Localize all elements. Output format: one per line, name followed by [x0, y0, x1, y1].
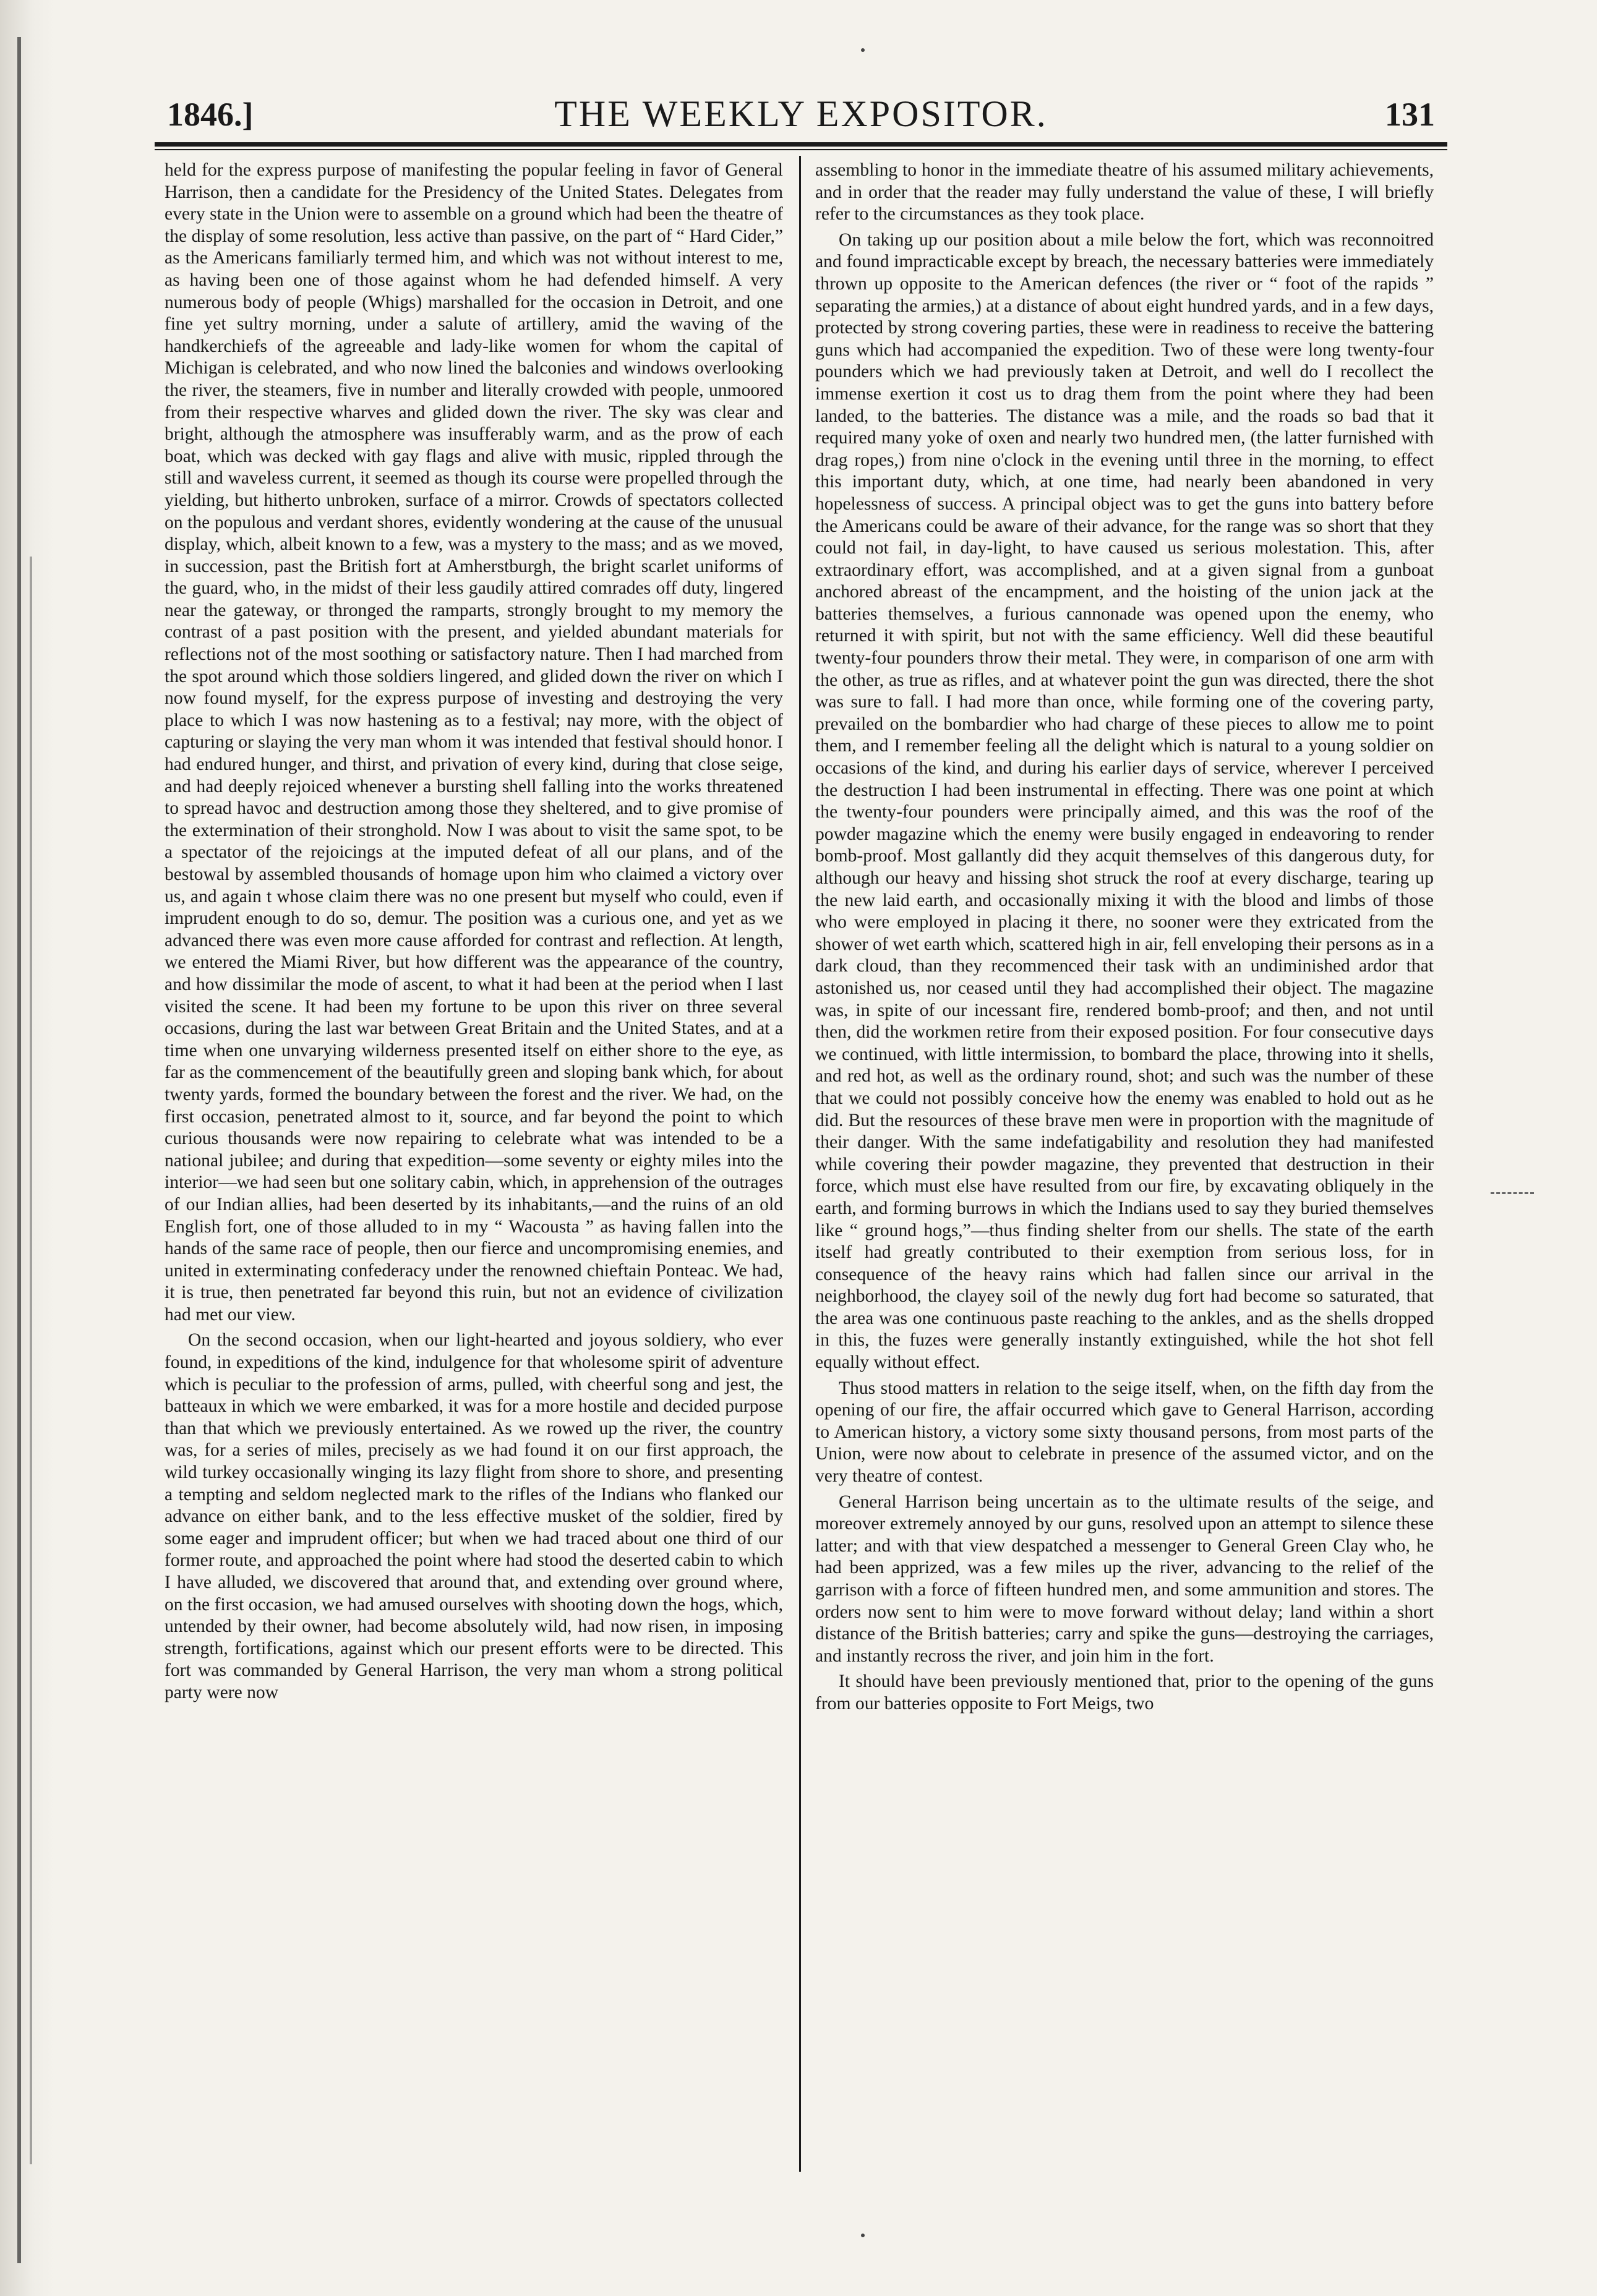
binding-edge: [0, 0, 54, 2296]
paragraph: On the second occasion, when our light-hearted and joyous soldiery, who ever found, in expeditions of the kind, indulgence for that wholesome spirit of adventure which is peculiar to the profession of arms, pulled, with cheerful song and jest, the batteaux in which we were embarked, it was for a more hostile and decided purpose than that which we previously entertained. As we rowed up the river, the country was, for a series of miles, precisely as we had found it on our first approach, the wild turkey occasionally winging its lazy flight from shore to shore, and presenting a tempting and seldom neglected mark to the rifles of the Indians who flanked our advance on either bank, and to the less effective musket of the soldier, fired by some eager and imprudent officer; but when we had traced about one third of our former route, and approached the point where had stood the deserted cabin to which I have alluded, we discovered that around that, and extending over ground where, on the first occasion, we had amused ourselves with shooting down the hogs, which, untended by their owner, had become absolutely wild, had now risen, in imposing strength, fortifications, against which our present efforts were to be directed. This fort was commanded by General Harrison, the very man whom a strong political party were now: [165, 1330, 783, 1702]
header-title: THE WEEKLY EXPOSITOR.: [554, 93, 1048, 134]
header-year: 1846.]: [167, 96, 254, 133]
paragraph: It should have been previously mentioned that, prior to the opening of the guns from our batteries opposite to Fort Meigs, two: [815, 1671, 1434, 1713]
page-speck: [861, 48, 865, 52]
header-rule: [155, 149, 1447, 150]
page-speck: [861, 2234, 865, 2237]
paragraph: assembling to honor in the immediate theatre of his assumed military achievements, and in order that the reader may fully understand the value of these, I will briefly refer to the circumstances as they took place.: [815, 160, 1434, 224]
column-divider: [799, 156, 801, 2172]
right-column: [815, 160, 1434, 2194]
paragraph: held for the express purpose of manifesting the popular feeling in favor of General Harrison, then a candidate for the Presidency of the United States. Delegates from every state in the Union were to assemble on a ground which had been the theatre of the display of some resolution, less active than passive, on the part of “ Hard Cider,” as the Americans familiarly termed him, and which was not without interest to me, as having been one of those against whom he had defended himself. A very numerous body of people (Whigs) marshalled for the occasion in Detroit, and one fine yet sultry morning, under a salute of artillery, amid the waving of the handkerchiefs of the agreeable and lady-like women for whom the capital of Michigan is celebrated, and who now lined the balconies and windows overlooking the river, the steamers, five in number and literally crowded with people, unmoored from their respective wharves and glided down the river. The sky was clear and bright, although the atmosphere was insufferably warm, and as the prow of each boat, which was decked with gay flags and alive with music, rippled through the still and waveless current, it seemed as though its course were propelled through the yielding, but hitherto unbroken, surface of a mirror. Crowds of spectators collected on the populous and verdant shores, evidently wondering at the cause of the unusual display, which, albeit known to a few, was a mystery to the mass; and as we moved, in succession, past the British fort at Amherstburgh, the bright scarlet uniforms of the guard, who, in the midst of their less gaudily attired comrades off duty, lingered near the gateway, or thronged the ramparts, strongly brought to my memory the contrast of a past position with the present, and yielded abundant materials for reflections not of the most soothing or satisfactory nature. Then I had marched from the spot around which those soldiers lingered, and glided down the river on which I now found myself, for the express purpose of investing and destroying the very place to which I was now hastening as to a festival; nay more, with the object of capturing or slaying the very man whom it was intended that festival should honor. I had endured hunger, and thirst, and privation of every kind, during that close seige, and had deeply rejoiced whenever a bursting shell falling into the works threatened to spread havoc and destruction among those they sheltered, and to give promise of the extermination of their stronghold. Now I was about to visit the same spot, to be a spectator of the rejoicings at the imputed defeat of all our plans, and of the bestowal by assembled thousands of homage upon him who claimed a victory over us, and again t whose claim there was no one present but myself who could, even if imprudent enough to do so, demur. The position was a curious one, and yet as we advanced there was even more cause afforded for contrast and reflection. At length, we entered the Miami River, but how different was the appearance of the country, and how dissimilar the mode of ascent, to what it had been at the period when I last visited the scene. It had been my fortune to be upon this river on three several occasions, during the last war between Great Britain and the United States, and at a time when one unvarying wilderness presented itself on either shore to the eye, as far as the commencement of the beautifully green and sloping bank which, for about twenty yards, formed the boundary between the forest and the river. We had, on the first occasion, penetrated almost to it, source, and far beyond the point to which curious thousands were now repairing to celebrate what was intended to be a national jubilee; and during that expedition—some seventy or eighty miles into the interior—we had seen but one solitary cabin, which, in apprehension of the outrages of our Indian allies, had been deserted by its inhabitants,—and the ruins of an old English fort, one of those alluded to in my “ Wacousta ” as having fallen into the hands of the same race of people, then our fierce and uncompromising enemies, and united in exterminating confederacy under the renowned chieftain Ponteac. We had, it is true, then penetrated far beyond this ruin, but not an evidence of civilization had met our view.: [165, 160, 783, 1325]
binding-shadow-line: [17, 37, 21, 2263]
margin-pencil-mark: [1491, 1192, 1534, 1196]
paragraph: Thus stood matters in relation to the seige itself, when, on the fifth day from the opening of our fire, the affair occurred which gave to General Harrison, according to American history, a victory some sixty thousand persons, from most parts of the Union, were now about to celebrate in presence of the assumed victor, and on the very theatre of contest.: [815, 1378, 1434, 1487]
header-rule: [155, 142, 1447, 147]
binding-shadow-line: [30, 557, 32, 2164]
header-page-number: 131: [1385, 96, 1435, 133]
paragraph: General Harrison being uncertain as to the ultimate results of the seige, and moreover extremely annoyed by our guns, resolved upon an attempt to silence these latter; and with that view despatched a messenger to General Green Clay who, he had been apprized, was a few miles up the river, advancing to the relief of the garrison with a force of fifteen hundred men, and some ammunition and stores. The orders now sent to him were to move forward without delay; land within a short distance of the British batteries; carry and spike the guns—destroying the carriages, and instantly recross the river, and join him in the fort.: [815, 1492, 1434, 1666]
page-header: [155, 92, 1447, 141]
left-column: [165, 160, 783, 2194]
paragraph: On taking up our position about a mile below the fort, which was reconnoitred and found impracticable except by breach, the necessary batteries were immediately thrown up opposite to the American defences (the river or “ foot of the rapids ” separating the armies,) at a distance of about eight hundred yards, and in a few days, protected by strong covering parties, these were in readiness to receive the battering guns which had accompanied the expedition. Two of these were long twenty-four pounders which we had previously taken at Detroit, and well do I recollect the immense exertion it cost us to drag them from the point where they had been landed, to the batteries. The distance was a mile, and the roads so bad that it required many yoke of oxen and nearly two hundred men, (the latter furnished with drag ropes,) from nine o'clock in the evening until three in the morning, to effect this important duty, which, at one time, had nearly been abandoned in very hopelessness of success. A principal object was to get the guns into battery before the Americans could be aware of their advance, for the range was so short that they could not fail, in day-light, to have caused us serious molestation. This, after extraordinary effort, was accomplished, and at a given signal from a gunboat anchored abreast of the encampment, and the hoisting of the union jack at the batteries themselves, a furious cannonade was opened upon the enemy, who returned it with spirit, but not with the same efficiency. Well did these beautiful twenty-four pounders throw their metal. They were, in comparison of one arm with the other, as true as rifles, and at whatever point the gun was directed, there the shot was sure to fall. I had more than once, while forming one of the covering party, prevailed on the bombardier who had charge of these pieces to allow me to point them, and I remember feeling all the delight which is natural to a young soldier on occasions of the kind, and during his earlier days of service, wherever I perceived the destruction I had been instrumental in effecting. There was one point at which the twenty-four pounders were principally aimed, and this was the roof of the powder magazine which the enemy were busily engaged in endeavoring to render bomb-proof. Most gallantly did they acquit themselves of this dangerous duty, for although our heavy and hissing shot struck the roof at every discharge, tearing up the new laid earth, and occasionally mixing it with the blood and limbs of those who were employed in placing it there, no sooner were they extricated from the shower of wet earth which, scattered high in air, fell enveloping their persons as in a dark cloud, than they recommenced their task with an undiminished ardor that astonished us, nor ceased until they had accomplished their object. The magazine was, in spite of our incessant fire, rendered bomb-proof; and then, and not until then, did the workmen retire from their exposed position. For four consecutive days we continued, with little intermission, to bombard the place, throwing into it shells, and red hot, as well as the ordinary round, shot; and such was the number of these that we could not possibly conceive how the enemy was enabled to hold out as he did. But the resources of these brave men were in proportion with the magnitude of their danger. With the same indefatigability and resolution they had manifested while covering their powder magazine, they prevented that destruction in their force, which must else have resulted from our fire, by excavating obliquely in the earth, and forming burrows in which the Indians used to say they buried themselves like “ ground hogs,”—thus finding shelter from our shells. The state of the earth itself had greatly contributed to their exemption from serious loss, for in consequence of the heavy rains which had fallen since our arrival in the neighborhood, the clayey soil of the newly dug fort had become so saturated, that the area was one continuous paste reaching to the ankles, and as the shells dropped in this, the fuzes were generally instantly extinguished, while the hot shot fell equally without effect.: [815, 229, 1434, 1373]
